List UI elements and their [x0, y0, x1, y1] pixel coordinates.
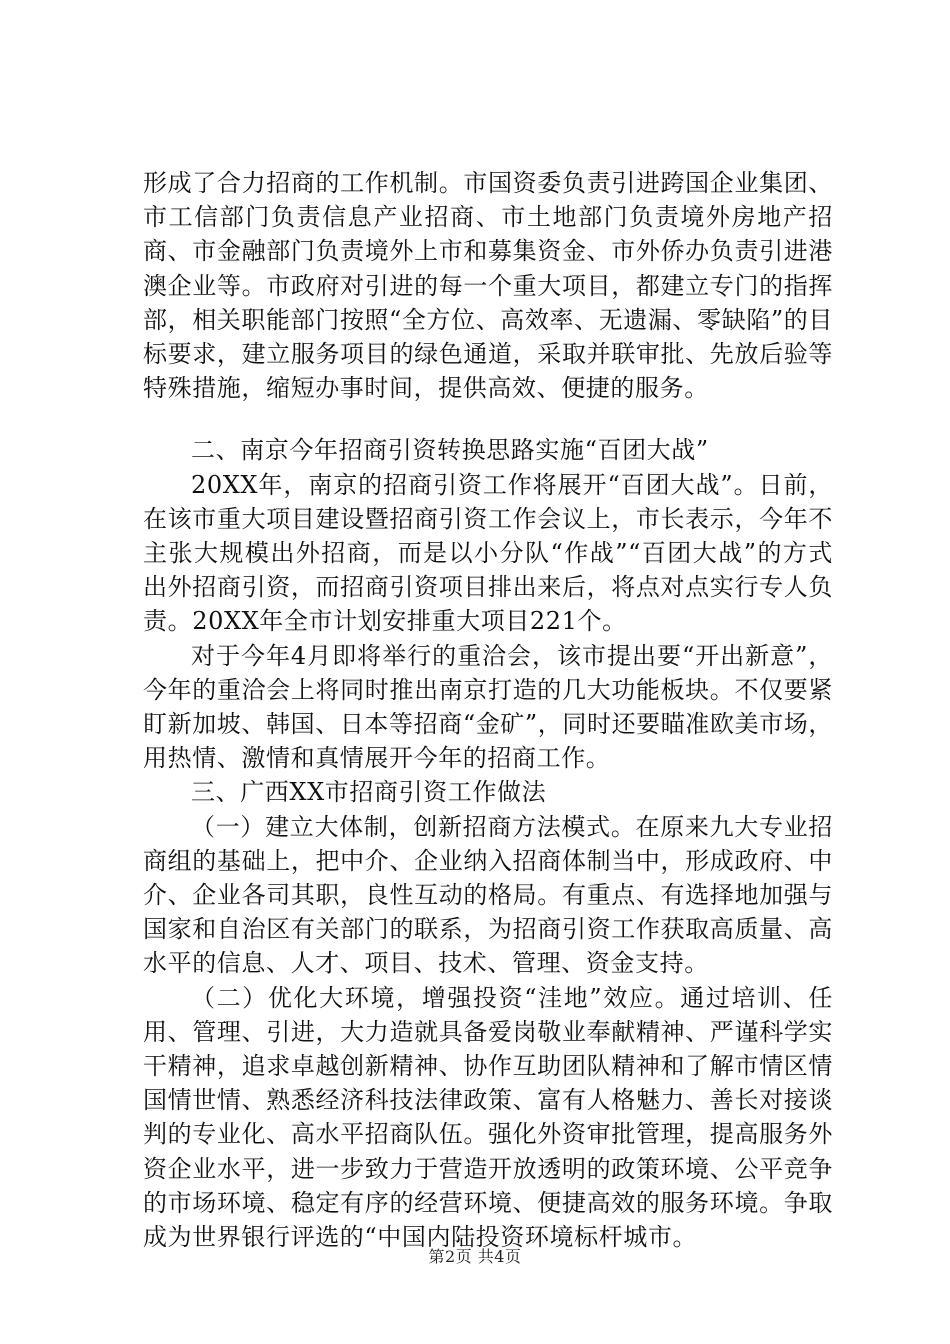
paragraph-environment: （二）优化大环境，增强投资“洼地”效应。通过培训、任用、管理、引进，大力造就具备爱岗敬业奉献精神、严谨科学实干精神，追求卓越创新精神、协作互助团队精神和了解市情区情国情世情、熟悉经济科技法律政策、富有人格魅力、善长对接谈判的专业化、高水平招商队伍。强化外资审批管理，提高服务外资企业水平，进一步致力于营造开放透明的政策环境、公平竞争的市场环境、稳定有序的经营环境、便捷高效的服务环境。争取成为世界银行评选的“中国内陆投资环境标杆城市。: [143, 983, 833, 1252]
heading-nanjing: 二、南京今年招商引资转换思路实施“百团大战”: [191, 436, 709, 465]
paragraph-mechanism: 形成了合力招商的工作机制。市国资委负责引进跨国企业集团、市工信部门负责信息产业招商、市土地部门负责境外房地产招商、市金融部门负责境外上市和募集资金、市外侨办负责引进港澳企业等。市政府对引进的每一个重大项目，都建立专门的指挥部，相关职能部门按照“全方位、高效率、无遗漏、零缺陷”的目标要求，建立服务项目的绿色通道，采取并联审批、先放后验等特殊措施，缩短办事时间，提供高效、便捷的服务。: [143, 169, 833, 403]
paragraph-fair: 对于今年4月即将举行的重洽会，该市提出要“开出新意”，今年的重洽会上将同时推出南京打造的几大功能板块。不仅要紧盯新加坡、韩国、日本等招商“金矿”，同时还要瞄准欧美市场，用热情、激情和真情展开今年的招商工作。: [143, 641, 833, 773]
heading-guangxi: 三、广西XX市招商引资工作做法: [191, 778, 547, 807]
paragraph-nanjing-campaign: 20XX年，南京的招商引资工作将展开“百团大战”。日前，在该市重大项目建设暨招商引资工作会议上，市长表示，今年不主张大规模出外招商，而是以小分队“作战”“百团大战”的方式出外招商引资，而招商引资项目排出来后，将点对点实行专人负责。20XX年全市计划安排重大项目221个。: [143, 470, 833, 636]
document-body: [143, 166, 833, 1254]
paragraph-system: （一）建立大体制，创新招商方法模式。在原来九大专业招商组的基础上，把中介、企业纳入招商体制当中，形成政府、中介、企业各司其职，良性互动的格局。有重点、有选择地加强与国家和自治区有关部门的联系，为招商引资工作获取高质量、高水平的信息、人才、项目、技术、管理、资金支持。: [143, 812, 833, 978]
page-footer: 第2页 共4页: [428, 1247, 522, 1266]
